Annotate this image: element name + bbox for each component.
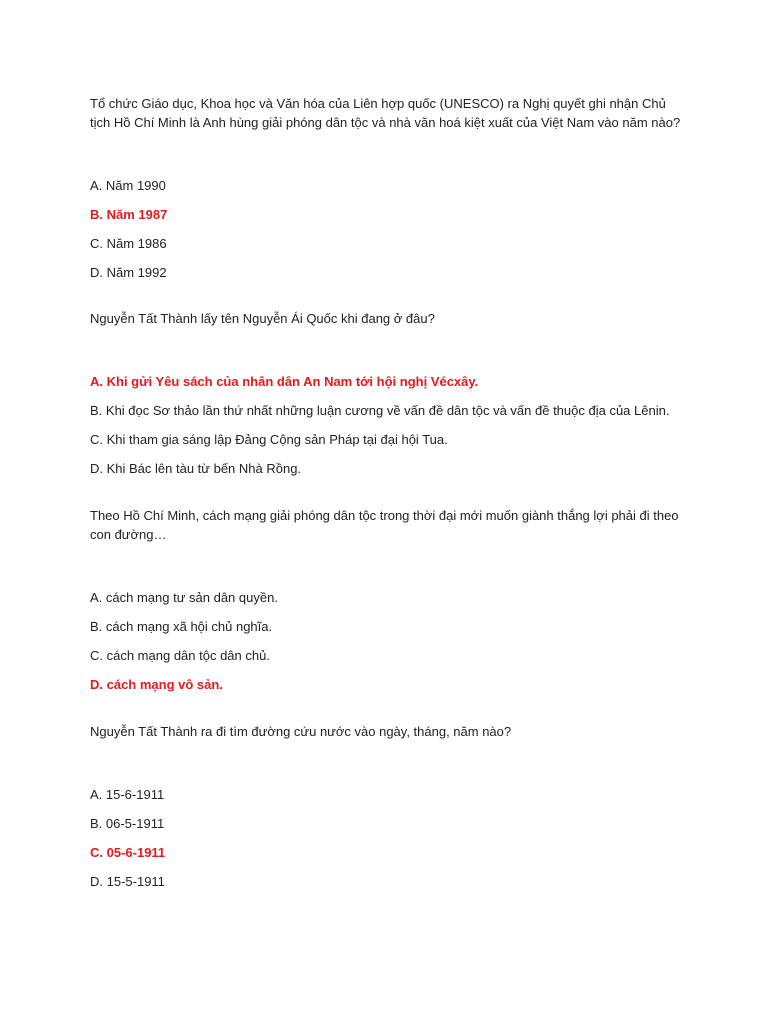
answer-4b: B. 06-5-1911 [90, 816, 165, 831]
answer-4c-correct: C. 05-6-1911 [90, 845, 166, 860]
answer-2d: D. Khi Bác lên tàu từ bến Nhà Rồng. [90, 461, 302, 476]
question-1-text: Tổ chức Giáo dục, Khoa học và Văn hóa của Liên hợp quốc (UNESCO) ra Nghị quyết ghi nhận Chủ tịch Hồ Chí Minh là Anh hùng giải phóng dân tộc và nhà văn hoá kiệt xuất của Việt Nam vào năm nào? [90, 96, 681, 130]
answer-3b: B. cách mạng xã hội chủ nghĩa. [90, 619, 273, 634]
answer-4d: D. 15-5-1911 [90, 874, 165, 889]
answer-4a: A. 15-6-1911 [90, 787, 165, 802]
question-4 [90, 722, 688, 891]
question-4-answers [90, 785, 688, 891]
answer-2a-correct: A. Khi gửi Yêu sách của nhân dân An Nam tới hội nghị Vécxây. [90, 374, 479, 389]
answer-1b-correct: B. Năm 1987 [90, 207, 168, 222]
question-4-text: Nguyễn Tất Thành ra đi tìm đường cứu nước vào ngày, tháng, năm nào? [90, 724, 512, 739]
answer-3d-correct: D. cách mạng vô sản. [90, 677, 223, 692]
question-3-text: Theo Hồ Chí Minh, cách mạng giải phóng dân tộc trong thời đại mới muốn giành thắng lợi phải đi theo con đường… [90, 508, 679, 542]
answer-3a: A. cách mạng tư sản dân quyền. [90, 590, 278, 605]
answer-3c: C. cách mạng dân tộc dân chủ. [90, 648, 270, 663]
answer-2c: C. Khi tham gia sáng lập Đảng Cộng sản Pháp tại đại hội Tua. [90, 432, 448, 447]
answer-1a: A. Năm 1990 [90, 178, 166, 193]
answer-1d: D. Năm 1992 [90, 265, 167, 280]
question-1-answers [90, 176, 688, 282]
answer-2b: B. Khi đọc Sơ thảo lần thứ nhất những luận cương về vấn đề dân tộc và vấn đề thuộc địa của Lênin. [90, 403, 670, 418]
question-2-text: Nguyễn Tất Thành lấy tên Nguyễn Ái Quốc khi đang ở đâu? [90, 311, 435, 326]
question-1 [90, 94, 688, 282]
answer-1c: C. Năm 1986 [90, 236, 167, 251]
question-3-answers [90, 588, 688, 694]
question-2-answers [90, 372, 688, 478]
question-3 [90, 506, 688, 694]
question-2 [90, 309, 688, 478]
